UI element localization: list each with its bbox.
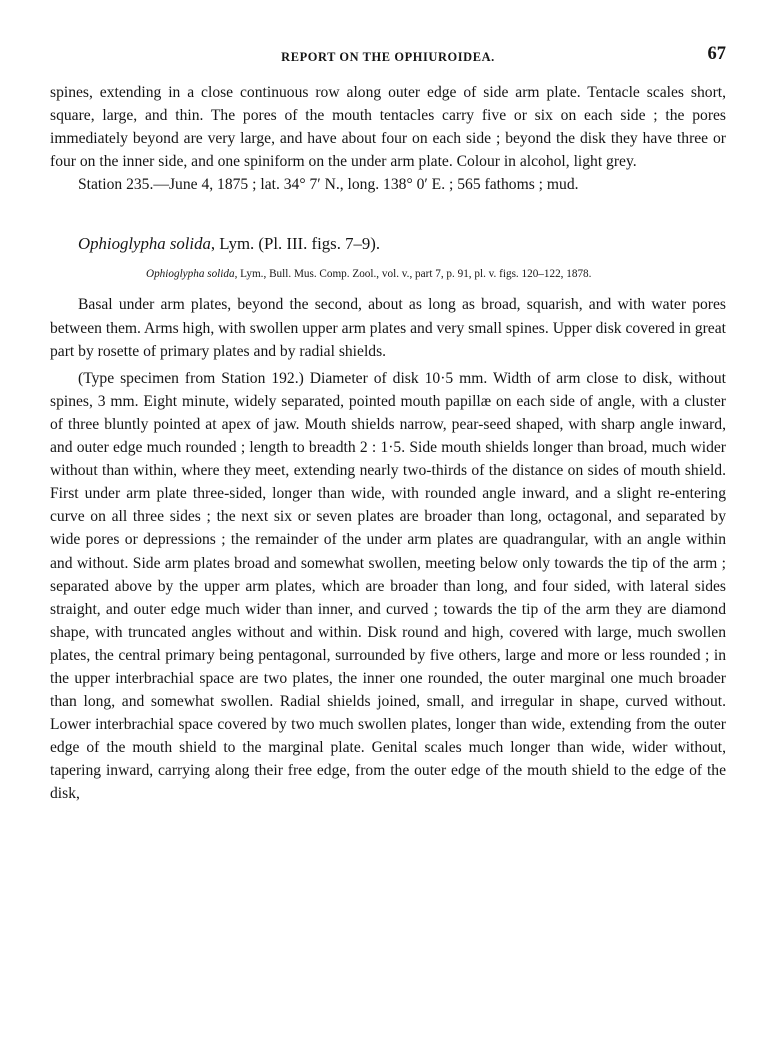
document-page: [50, 44, 726, 806]
reference-citation: , Lym., Bull. Mus. Comp. Zool., vol. v., part 7, p. 91, pl. v. figs. 120–122, 1878.: [234, 268, 592, 281]
intro-section: [50, 81, 726, 196]
synonymy-reference: [50, 265, 726, 283]
continued-paragraph: spines, extending in a close continuous row along outer edge of side arm plate. Tentacle scales short, square, large, and thin. The pores of the mouth tentacles carry five or six on each side ; the pores immediately beyond are very large, and have about four on each side ; beyond the disk they have three or four on the inner side, and one spiniform on the under arm plate. Colour in alcohol, light grey.: [50, 84, 726, 171]
reference-name: Ophioglypha solida: [146, 268, 235, 281]
species-author: , Lym. (Pl. III. figs. 7–9).: [210, 234, 381, 254]
description-paragraph-1: Basal under arm plates, beyond the second, about as long as broad, squarish, and with water pores between them. Arms high, with swollen upper arm plates and very small spines. Upper disk covered in great part by rosette of primary plates and by radial shields.: [50, 296, 726, 360]
page-number: 67: [707, 44, 726, 64]
description-paragraph-2: (Type specimen from Station 192.) Diameter of disk 10·5 mm. Width of arm close to disk, without spines, 3 mm. Eight minute, widely separated, pointed mouth papillæ on each side of angle, with a cluster of three bluntly pointed at apex of jaw. Mouth shields narrow, pear-seed shaped, with sharp angle inward, and outer edge much rounded ; length to breadth 2 : 1·5. Side mouth shields longer than broad, much wider without than within, where they meet, extending nearly two-thirds of the distance on sides of mouth shield. First under arm plate three-sided, longer than wide, with rounded angle inward, and a slight re-entering curve on all three sides ; the next six or seven plates are broader than long, octagonal, and separated by wide pores or depressions ; the remainder of the under arm plates are quadrangular, with an angle within and without. Side arm plates broad and somewhat swollen, meeting below only towards the tip of the arm ; separated above by the upper arm plates, which are broader than long, and four sided, with lateral sides straight, and outer edge much wider than inner, and curved ; towards the tip of the arm they are diamond shape, with truncated angles without and within. Disk round and high, covered with large, much swollen plates, the central primary being pentagonal, surrounded by five others, large and more or less rounded ; in the upper interbrachial space are two plates, the inner one rounded, the outer marginal one much broader than long, and somewhat swollen. Radial shields joined, small, and irregular in shape, curved without. Lower interbrachial space covered by two much swollen plates, longer than wide, extending from the outer edge of the mouth shield to the marginal plate. Genital scales much longer than wide, wider without, tapering inward, carrying along their free edge, from the outer edge of the mouth shield to the edge of the disk,: [50, 369, 726, 803]
description-section: [50, 293, 726, 805]
species-name: Ophioglypha solida: [78, 234, 211, 254]
station-record: Station 235.—June 4, 1875 ; lat. 34° 7′ N., long. 138° 0′ E. ; 565 fathoms ; mud.: [78, 176, 579, 194]
page-header: [50, 44, 726, 70]
running-title: REPORT ON THE OPHIUROIDEA.: [281, 50, 495, 64]
species-heading: [50, 233, 726, 255]
